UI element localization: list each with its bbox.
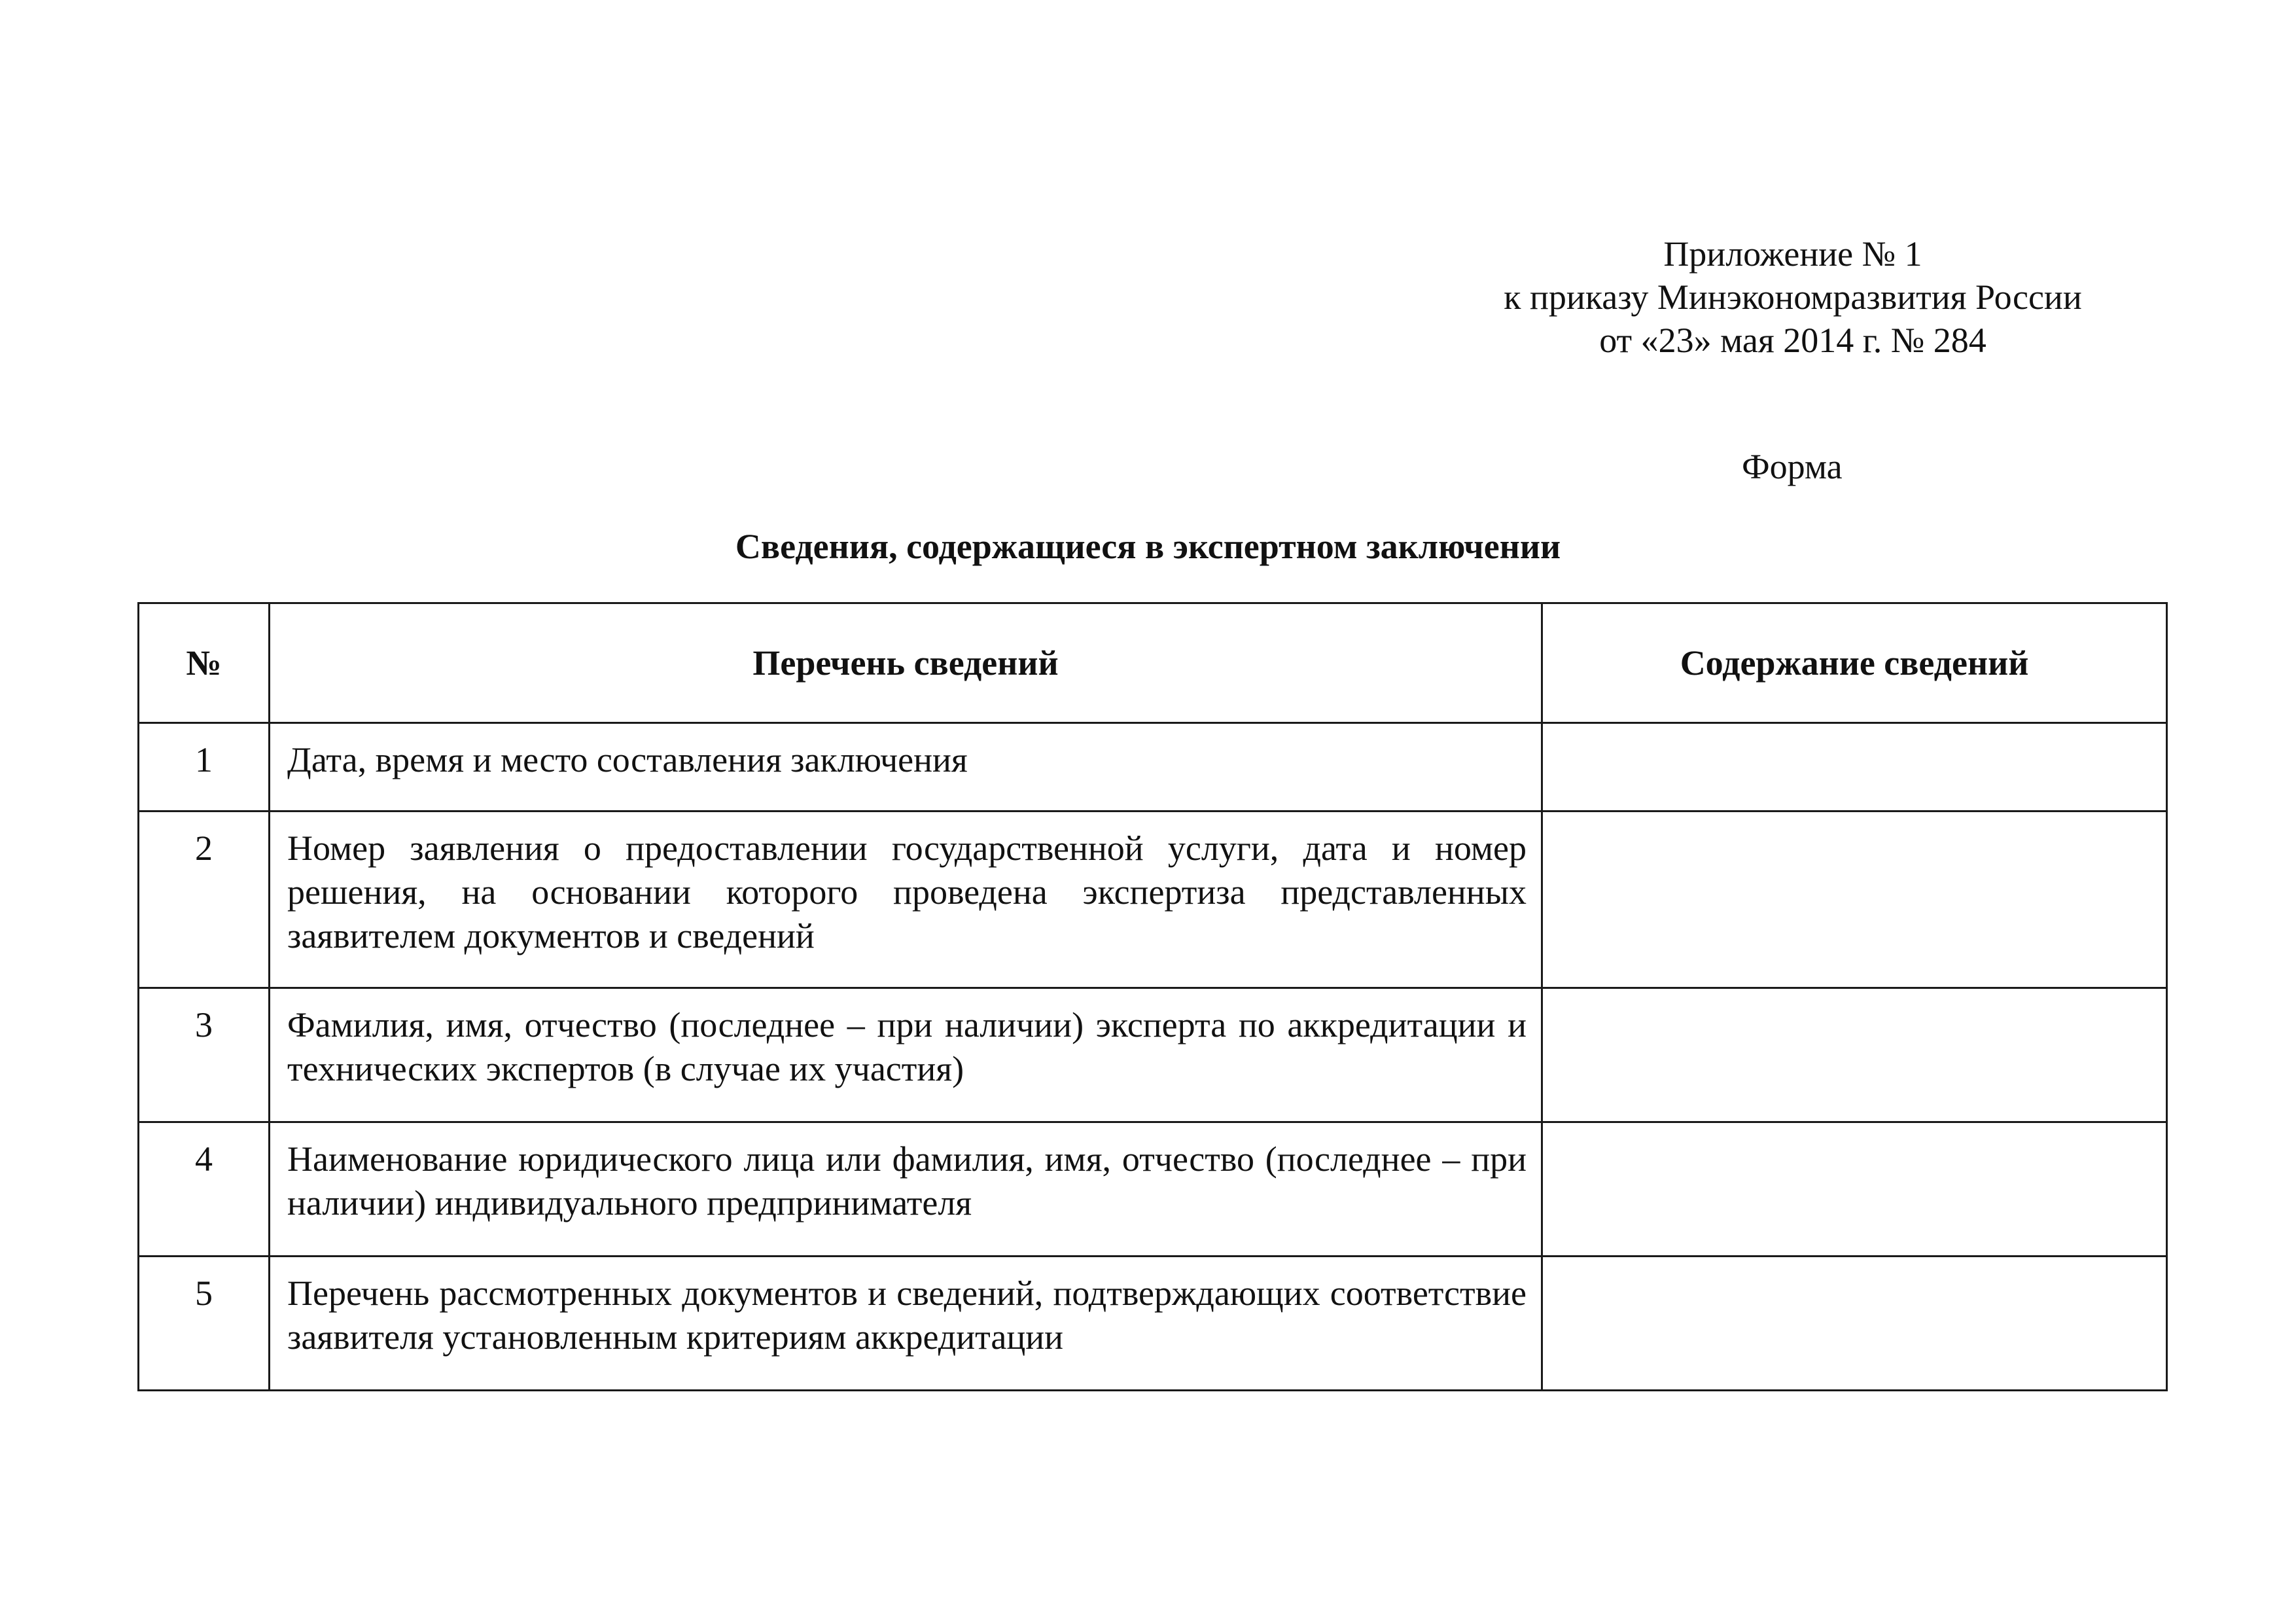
row-content-cell: [1542, 1122, 2167, 1257]
table-row: [139, 1257, 2167, 1391]
annex-order-reference: к приказу Минэкономразвития России: [1504, 277, 2082, 317]
annex-header: [1439, 232, 2146, 362]
table-row: [139, 988, 2167, 1122]
row-content-cell: [1542, 988, 2167, 1122]
row-item-text: Фамилия, имя, отчество (последнее – при наличии) эксперта по аккредитации и технических экспертов (в случае их участия): [270, 988, 1542, 1122]
row-number: 3: [139, 988, 270, 1122]
information-table: [137, 602, 2168, 1391]
row-number: 4: [139, 1122, 270, 1257]
table-row: [139, 812, 2167, 988]
header-number: №: [139, 603, 270, 723]
form-label: Форма: [1742, 447, 1843, 486]
row-item-text: Номер заявления о предоставлении государственной услуги, дата и номер решения, на основании которого проведена экспертиза представленных заявителем документов и сведений: [270, 812, 1542, 988]
row-content-cell: [1542, 1257, 2167, 1391]
annex-order-date: от «23» мая 2014 г. № 284: [1599, 321, 1987, 360]
row-item-text: Наименование юридического лица или фамилия, имя, отчество (последнее – при наличии) индивидуального предпринимателя: [270, 1122, 1542, 1257]
row-item-text: Перечень рассмотренных документов и сведений, подтверждающих соответствие заявителя установленным критериям аккредитации: [270, 1257, 1542, 1391]
row-item-text: Дата, время и место составления заключения: [270, 723, 1542, 812]
row-number: 5: [139, 1257, 270, 1391]
table-row: [139, 723, 2167, 812]
document-title: Сведения, содержащиеся в экспертном заключении: [735, 527, 1561, 566]
annex-number: Приложение № 1: [1663, 234, 1922, 274]
header-item-list: Перечень сведений: [270, 603, 1542, 723]
row-number: 1: [139, 723, 270, 812]
table-header-row: [139, 603, 2167, 723]
row-content-cell: [1542, 812, 2167, 988]
header-content: Содержание сведений: [1542, 603, 2167, 723]
table-row: [139, 1122, 2167, 1257]
row-number: 2: [139, 812, 270, 988]
row-content-cell: [1542, 723, 2167, 812]
